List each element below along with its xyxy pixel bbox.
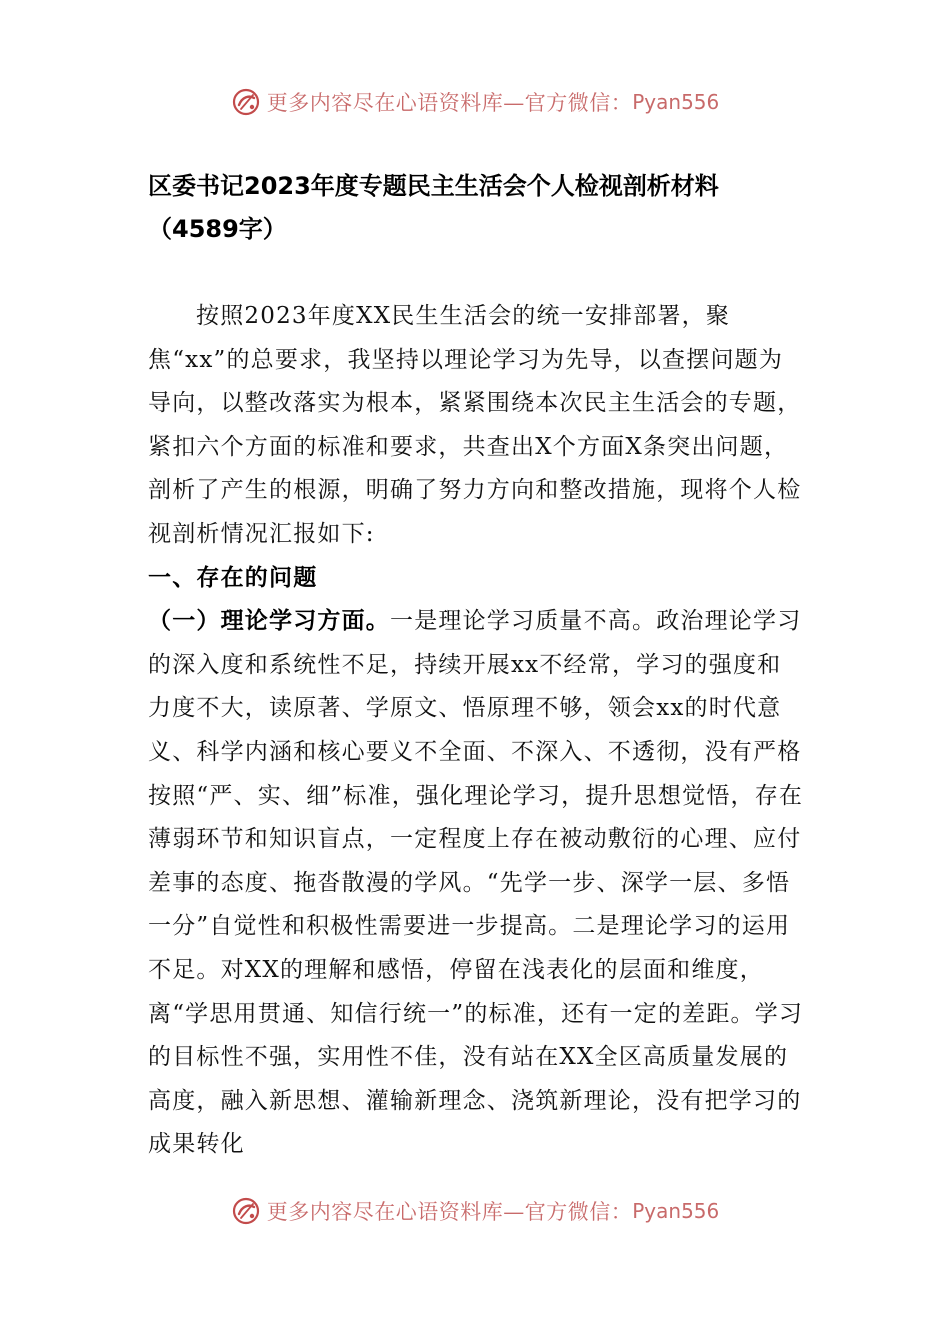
brand-logo-icon [231, 1196, 261, 1226]
header-watermark-banner [0, 82, 950, 122]
subsection-lead: （一）理论学习方面。 [148, 608, 390, 635]
subsection-body: 一是理论学习质量不高。政治理论学习的深入度和系统性不足，持续开展xx不经常，学习的强度和力度不大，读原著、学原文、悟原理不够，领会xx的时代意义、科学内涵和核心要义不全面、不深入、不透彻，没有严格按照“严、实、细”标准，强化理论学习，提升思想觉悟，存在薄弱环节和知识盲点，一定程度上存在被动敷衍的心理、应付差事的态度、拖沓散漫的学风。“先学一步、深学一层、多悟一分”自觉性和积极性需要进一步提高。二是理论学习的运用不足。对XX的理解和感悟，停留在浅表化的层面和维度，离“学思用贯通、知信行统一”的标准，还有一定的差距。学习的目标性不强，实用性不佳，没有站在XX全区高质量发展的高度，融入新思想、灌输新理念、浇筑新理论，没有把学习的成果转化 [148, 608, 804, 1158]
watermark-wechat-handle: Pyan556 [632, 1199, 720, 1223]
watermark-wechat-handle: Pyan556 [632, 90, 720, 114]
watermark-text: 更多内容尽在心语资料库—官方微信： [266, 1200, 633, 1224]
brand-logo-icon [231, 87, 261, 117]
subsection-theory-study [148, 600, 804, 1167]
intro-paragraph: 按照2023年度XX民生生活会的统一安排部署，聚焦“xx”的总要求，我坚持以理论学习为先导，以查摆问题为导向，以整改落实为根本，紧紧围绕本次民主生活会的专题，紧扣六个方面的标准和要求，共查出X个方面X条突出问题，剖析了产生的根源，明确了努力方向和整改措施，现将个人检视剖析情况汇报如下: [148, 303, 802, 547]
section-heading-problems: 一、存在的问题 [148, 564, 318, 591]
watermark-text: 更多内容尽在心语资料库—官方微信： [266, 91, 633, 115]
document-body [148, 295, 804, 1167]
document-title: 区委书记2023年度专题民主生活会个人检视剖析材料（4589字） [148, 172, 719, 243]
footer-watermark-banner [0, 1191, 950, 1231]
